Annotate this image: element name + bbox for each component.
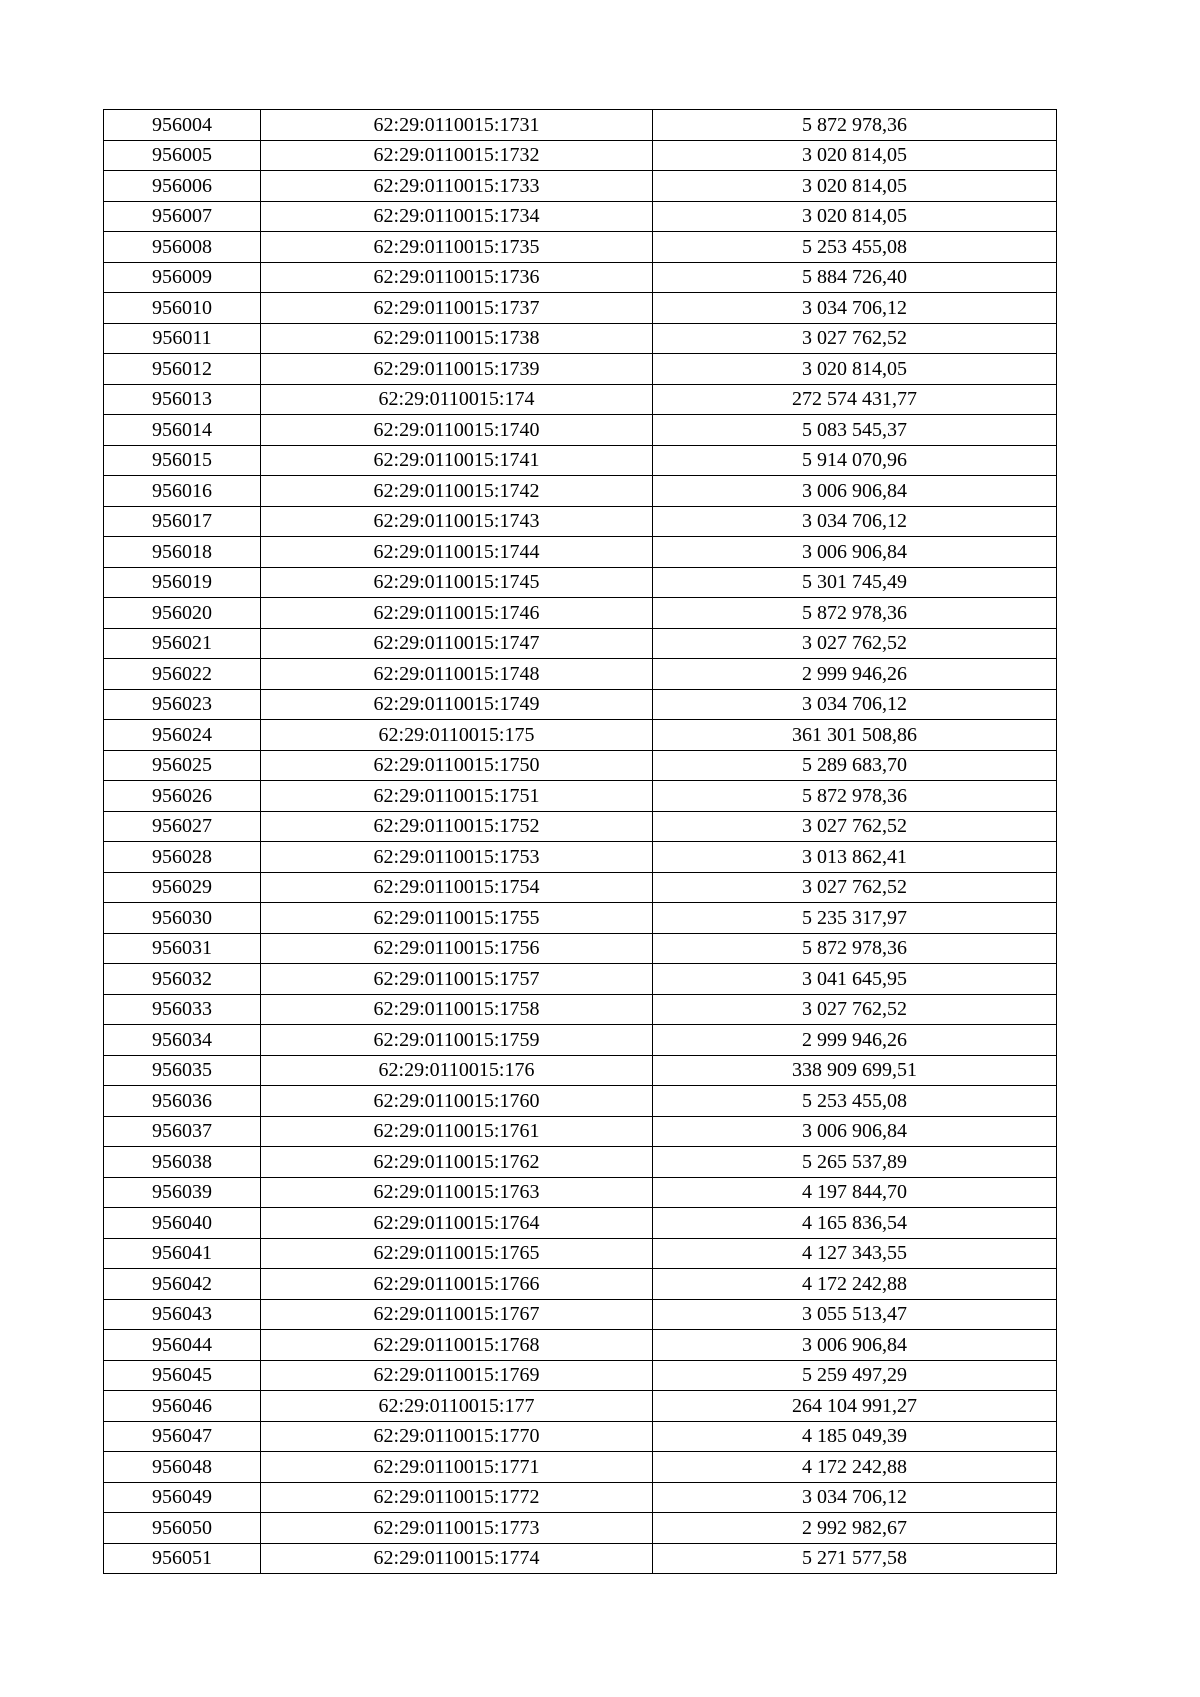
- cadastral-number-cell: 62:29:0110015:1734: [261, 201, 653, 232]
- cadastral-value-cell: 4 165 836,54: [653, 1208, 1057, 1239]
- cadastral-number-cell: 62:29:0110015:1767: [261, 1299, 653, 1330]
- row-number-cell: 956030: [104, 903, 261, 934]
- cadastral-value-cell: 5 235 317,97: [653, 903, 1057, 934]
- cadastral-number-cell: 62:29:0110015:1765: [261, 1238, 653, 1269]
- table-row: [104, 506, 1057, 537]
- cadastral-number-cell: 62:29:0110015:1732: [261, 140, 653, 171]
- cadastral-value-cell: 3 013 862,41: [653, 842, 1057, 873]
- cadastral-value-cell: 5 253 455,08: [653, 232, 1057, 263]
- cadastral-number-cell: 62:29:0110015:1736: [261, 262, 653, 293]
- row-number-cell: 956013: [104, 384, 261, 415]
- cadastral-value-cell: 2 999 946,26: [653, 659, 1057, 690]
- cadastral-value-cell: 3 006 906,84: [653, 1116, 1057, 1147]
- cadastral-value-cell: 5 083 545,37: [653, 415, 1057, 446]
- table-row: [104, 628, 1057, 659]
- row-number-cell: 956018: [104, 537, 261, 568]
- table-row: [104, 567, 1057, 598]
- cadastral-value-cell: 338 909 699,51: [653, 1055, 1057, 1086]
- cadastral-number-cell: 62:29:0110015:1766: [261, 1269, 653, 1300]
- cadastral-number-cell: 62:29:0110015:1760: [261, 1086, 653, 1117]
- cadastral-value-cell: 5 253 455,08: [653, 1086, 1057, 1117]
- cadastral-value-cell: 3 020 814,05: [653, 171, 1057, 202]
- cadastral-value-cell: 3 034 706,12: [653, 689, 1057, 720]
- row-number-cell: 956019: [104, 567, 261, 598]
- table-row: [104, 140, 1057, 171]
- cadastral-number-cell: 62:29:0110015:1741: [261, 445, 653, 476]
- row-number-cell: 956007: [104, 201, 261, 232]
- cadastral-value-cell: 5 265 537,89: [653, 1147, 1057, 1178]
- row-number-cell: 956042: [104, 1269, 261, 1300]
- row-number-cell: 956032: [104, 964, 261, 995]
- row-number-cell: 956021: [104, 628, 261, 659]
- cadastral-number-cell: 62:29:0110015:1752: [261, 811, 653, 842]
- row-number-cell: 956022: [104, 659, 261, 690]
- cadastral-value-cell: 3 034 706,12: [653, 506, 1057, 537]
- table-row: [104, 1055, 1057, 1086]
- table-row: [104, 1421, 1057, 1452]
- row-number-cell: 956050: [104, 1513, 261, 1544]
- cadastral-value-cell: 5 884 726,40: [653, 262, 1057, 293]
- cadastral-value-cell: 5 872 978,36: [653, 598, 1057, 629]
- cadastral-number-cell: 62:29:0110015:1755: [261, 903, 653, 934]
- row-number-cell: 956036: [104, 1086, 261, 1117]
- cadastral-value-cell: 4 127 343,55: [653, 1238, 1057, 1269]
- table-row: [104, 1391, 1057, 1422]
- row-number-cell: 956034: [104, 1025, 261, 1056]
- cadastral-number-cell: 62:29:0110015:174: [261, 384, 653, 415]
- cadastral-value-cell: 3 006 906,84: [653, 1330, 1057, 1361]
- table-row: [104, 872, 1057, 903]
- cadastral-value-cell: 3 055 513,47: [653, 1299, 1057, 1330]
- cadastral-value-cell: 3 027 762,52: [653, 994, 1057, 1025]
- row-number-cell: 956008: [104, 232, 261, 263]
- row-number-cell: 956006: [104, 171, 261, 202]
- table-row: [104, 994, 1057, 1025]
- cadastral-value-cell: 5 271 577,58: [653, 1543, 1057, 1574]
- table-row: [104, 842, 1057, 873]
- cadastral-value-cell: 3 041 645,95: [653, 964, 1057, 995]
- row-number-cell: 956014: [104, 415, 261, 446]
- cadastral-value-cell: 5 914 070,96: [653, 445, 1057, 476]
- cadastral-number-cell: 62:29:0110015:1774: [261, 1543, 653, 1574]
- table-row: [104, 1330, 1057, 1361]
- table-row: [104, 811, 1057, 842]
- cadastral-number-cell: 62:29:0110015:1751: [261, 781, 653, 812]
- table-row: [104, 537, 1057, 568]
- cadastral-value-cell: 3 020 814,05: [653, 354, 1057, 385]
- cadastral-value-cell: 3 027 762,52: [653, 811, 1057, 842]
- cadastral-number-cell: 62:29:0110015:1731: [261, 110, 653, 141]
- row-number-cell: 956037: [104, 1116, 261, 1147]
- row-number-cell: 956046: [104, 1391, 261, 1422]
- row-number-cell: 956033: [104, 994, 261, 1025]
- row-number-cell: 956026: [104, 781, 261, 812]
- cadastral-value-cell: 2 999 946,26: [653, 1025, 1057, 1056]
- table-row: [104, 1360, 1057, 1391]
- table-row: [104, 1116, 1057, 1147]
- cadastral-number-cell: 62:29:0110015:1749: [261, 689, 653, 720]
- table-row: [104, 171, 1057, 202]
- cadastral-value-cell: 4 197 844,70: [653, 1177, 1057, 1208]
- row-number-cell: 956049: [104, 1482, 261, 1513]
- table-row: [104, 781, 1057, 812]
- row-number-cell: 956017: [104, 506, 261, 537]
- cadastral-number-cell: 62:29:0110015:1747: [261, 628, 653, 659]
- table-row: [104, 415, 1057, 446]
- table-row: [104, 445, 1057, 476]
- cadastral-number-cell: 62:29:0110015:176: [261, 1055, 653, 1086]
- cadastral-number-cell: 62:29:0110015:1739: [261, 354, 653, 385]
- cadastral-value-cell: 5 301 745,49: [653, 567, 1057, 598]
- cadastral-number-cell: 62:29:0110015:1764: [261, 1208, 653, 1239]
- cadastral-number-cell: 62:29:0110015:1756: [261, 933, 653, 964]
- row-number-cell: 956044: [104, 1330, 261, 1361]
- cadastral-number-cell: 62:29:0110015:1753: [261, 842, 653, 873]
- table-row: [104, 1299, 1057, 1330]
- row-number-cell: 956051: [104, 1543, 261, 1574]
- table-row: [104, 1238, 1057, 1269]
- row-number-cell: 956025: [104, 750, 261, 781]
- row-number-cell: 956011: [104, 323, 261, 354]
- row-number-cell: 956043: [104, 1299, 261, 1330]
- table-row: [104, 1543, 1057, 1574]
- row-number-cell: 956015: [104, 445, 261, 476]
- table-row: [104, 323, 1057, 354]
- cadastral-number-cell: 62:29:0110015:1748: [261, 659, 653, 690]
- row-number-cell: 956016: [104, 476, 261, 507]
- cadastral-value-cell: 3 020 814,05: [653, 201, 1057, 232]
- table-row: [104, 1208, 1057, 1239]
- table-row: [104, 903, 1057, 934]
- table-row: [104, 476, 1057, 507]
- row-number-cell: 956045: [104, 1360, 261, 1391]
- table-row: [104, 720, 1057, 751]
- cadastral-value-cell: 5 259 497,29: [653, 1360, 1057, 1391]
- row-number-cell: 956048: [104, 1452, 261, 1483]
- row-number-cell: 956027: [104, 811, 261, 842]
- table-row: [104, 1269, 1057, 1300]
- cadastral-number-cell: 62:29:0110015:1745: [261, 567, 653, 598]
- table-row: [104, 659, 1057, 690]
- table-row: [104, 1147, 1057, 1178]
- cadastral-number-cell: 62:29:0110015:1743: [261, 506, 653, 537]
- cadastral-value-table: [103, 109, 1057, 1574]
- cadastral-value-cell: 5 872 978,36: [653, 781, 1057, 812]
- table-row: [104, 1177, 1057, 1208]
- cadastral-value-cell: 5 289 683,70: [653, 750, 1057, 781]
- row-number-cell: 956004: [104, 110, 261, 141]
- row-number-cell: 956020: [104, 598, 261, 629]
- cadastral-value-cell: 272 574 431,77: [653, 384, 1057, 415]
- cadastral-number-cell: 62:29:0110015:1771: [261, 1452, 653, 1483]
- cadastral-value-cell: 4 172 242,88: [653, 1452, 1057, 1483]
- row-number-cell: 956029: [104, 872, 261, 903]
- cadastral-number-cell: 62:29:0110015:1742: [261, 476, 653, 507]
- table-row: [104, 384, 1057, 415]
- table-row: [104, 1025, 1057, 1056]
- table-row: [104, 1452, 1057, 1483]
- cadastral-number-cell: 62:29:0110015:1768: [261, 1330, 653, 1361]
- table-body: [104, 110, 1057, 1574]
- row-number-cell: 956023: [104, 689, 261, 720]
- cadastral-number-cell: 62:29:0110015:1740: [261, 415, 653, 446]
- row-number-cell: 956035: [104, 1055, 261, 1086]
- row-number-cell: 956012: [104, 354, 261, 385]
- table-row: [104, 689, 1057, 720]
- row-number-cell: 956041: [104, 1238, 261, 1269]
- table-row: [104, 110, 1057, 141]
- cadastral-value-cell: 5 872 978,36: [653, 933, 1057, 964]
- cadastral-number-cell: 62:29:0110015:1733: [261, 171, 653, 202]
- table-row: [104, 262, 1057, 293]
- cadastral-number-cell: 62:29:0110015:1738: [261, 323, 653, 354]
- cadastral-value-cell: 3 027 762,52: [653, 872, 1057, 903]
- cadastral-value-cell: 5 872 978,36: [653, 110, 1057, 141]
- cadastral-number-cell: 62:29:0110015:175: [261, 720, 653, 751]
- cadastral-value-cell: 3 034 706,12: [653, 1482, 1057, 1513]
- cadastral-number-cell: 62:29:0110015:1737: [261, 293, 653, 324]
- row-number-cell: 956031: [104, 933, 261, 964]
- row-number-cell: 956047: [104, 1421, 261, 1452]
- table-row: [104, 1482, 1057, 1513]
- cadastral-number-cell: 62:29:0110015:1757: [261, 964, 653, 995]
- cadastral-value-cell: 3 027 762,52: [653, 628, 1057, 659]
- row-number-cell: 956024: [104, 720, 261, 751]
- row-number-cell: 956038: [104, 1147, 261, 1178]
- row-number-cell: 956028: [104, 842, 261, 873]
- cadastral-number-cell: 62:29:0110015:1761: [261, 1116, 653, 1147]
- table-row: [104, 354, 1057, 385]
- table-row: [104, 1086, 1057, 1117]
- row-number-cell: 956039: [104, 1177, 261, 1208]
- table-row: [104, 201, 1057, 232]
- cadastral-value-cell: 3 020 814,05: [653, 140, 1057, 171]
- cadastral-number-cell: 62:29:0110015:1746: [261, 598, 653, 629]
- cadastral-value-cell: 4 185 049,39: [653, 1421, 1057, 1452]
- table-row: [104, 598, 1057, 629]
- cadastral-number-cell: 62:29:0110015:1763: [261, 1177, 653, 1208]
- cadastral-number-cell: 62:29:0110015:1759: [261, 1025, 653, 1056]
- cadastral-value-cell: 2 992 982,67: [653, 1513, 1057, 1544]
- table-row: [104, 750, 1057, 781]
- row-number-cell: 956010: [104, 293, 261, 324]
- table-row: [104, 1513, 1057, 1544]
- cadastral-value-cell: 3 034 706,12: [653, 293, 1057, 324]
- table-row: [104, 964, 1057, 995]
- cadastral-value-cell: 4 172 242,88: [653, 1269, 1057, 1300]
- cadastral-number-cell: 62:29:0110015:1769: [261, 1360, 653, 1391]
- cadastral-value-cell: 264 104 991,27: [653, 1391, 1057, 1422]
- cadastral-value-cell: 3 006 906,84: [653, 537, 1057, 568]
- cadastral-number-cell: 62:29:0110015:1754: [261, 872, 653, 903]
- cadastral-number-cell: 62:29:0110015:177: [261, 1391, 653, 1422]
- cadastral-number-cell: 62:29:0110015:1744: [261, 537, 653, 568]
- cadastral-number-cell: 62:29:0110015:1758: [261, 994, 653, 1025]
- cadastral-value-cell: 361 301 508,86: [653, 720, 1057, 751]
- row-number-cell: 956009: [104, 262, 261, 293]
- cadastral-number-cell: 62:29:0110015:1772: [261, 1482, 653, 1513]
- table-row: [104, 933, 1057, 964]
- row-number-cell: 956005: [104, 140, 261, 171]
- cadastral-number-cell: 62:29:0110015:1773: [261, 1513, 653, 1544]
- cadastral-number-cell: 62:29:0110015:1770: [261, 1421, 653, 1452]
- table-row: [104, 232, 1057, 263]
- row-number-cell: 956040: [104, 1208, 261, 1239]
- table-row: [104, 293, 1057, 324]
- cadastral-value-cell: 3 006 906,84: [653, 476, 1057, 507]
- cadastral-number-cell: 62:29:0110015:1750: [261, 750, 653, 781]
- cadastral-number-cell: 62:29:0110015:1735: [261, 232, 653, 263]
- cadastral-value-cell: 3 027 762,52: [653, 323, 1057, 354]
- cadastral-number-cell: 62:29:0110015:1762: [261, 1147, 653, 1178]
